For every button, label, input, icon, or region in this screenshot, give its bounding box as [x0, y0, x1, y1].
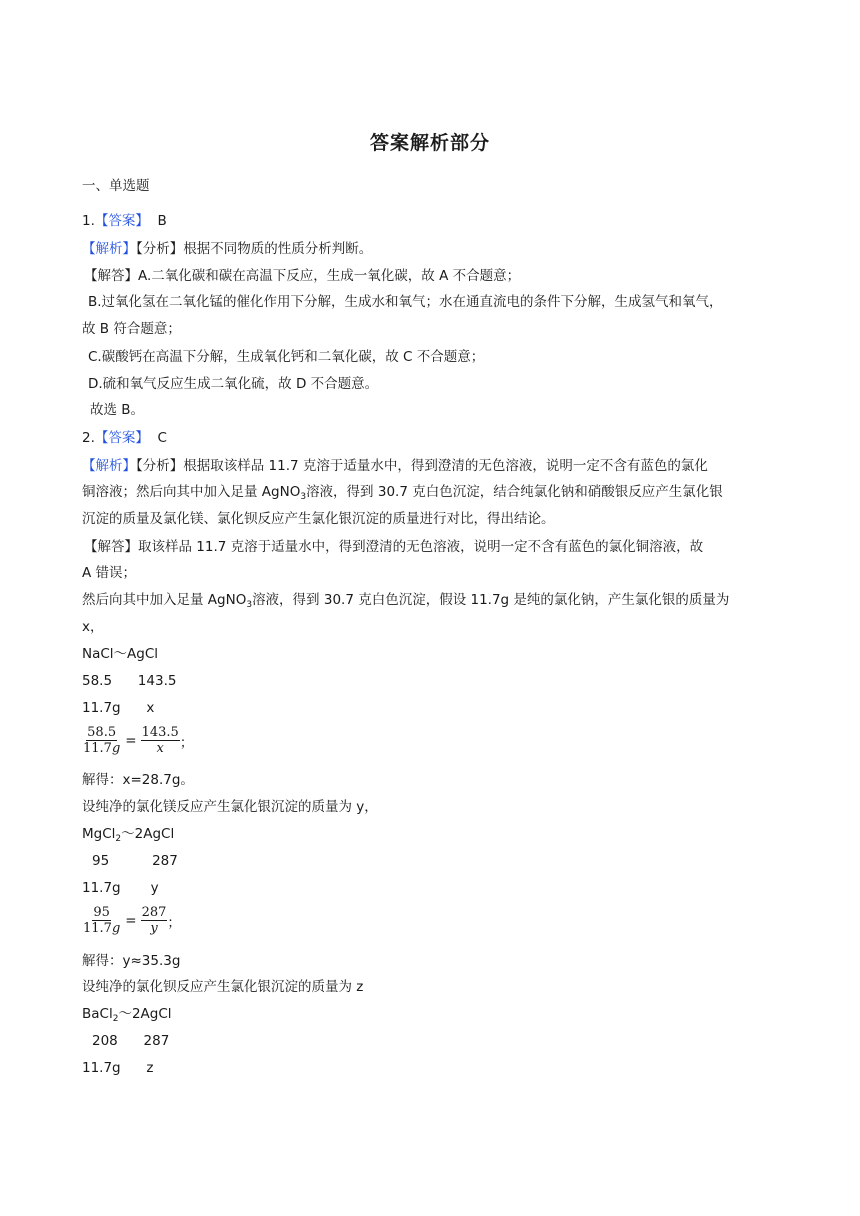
q2-solution-2: A 错误； — [82, 565, 137, 581]
q1-solution-c: C.碳酸钙在高温下分解，生成氧化钙和二氧化碳，故 C 不合题意； — [88, 349, 485, 365]
page-title: 答案解析部分 — [369, 132, 490, 154]
q1-number: 1. — [82, 213, 95, 229]
equals-sign-1: = — [125, 732, 137, 749]
fraction-2-tail: ； — [167, 914, 181, 931]
fraction-1-tail: ； — [179, 734, 194, 751]
q1-solution-b: B.过氧化氢在二氧化锰的催化作用下分解，生成水和氧气；水在通直流电的条件下分解，生成氢气和氧气， — [88, 294, 723, 310]
section-heading: 一、单选题 — [82, 178, 150, 194]
mgcl2-mass: 11.7g y — [82, 880, 159, 896]
fraction-2-left-den-var: g — [111, 921, 121, 936]
q2-answer-tag: 【答案】 — [94, 430, 149, 446]
fraction-equation-1 — [82, 725, 193, 756]
fraction-2-left — [82, 905, 121, 936]
fraction-2-right-den: y — [150, 921, 158, 936]
fraction-2-right-num: 287 — [141, 905, 167, 920]
q2-solution-4: x， — [82, 619, 104, 635]
q2-analysis-2-post: 溶液，得到 30.7 克白色沉淀，结合纯氯化钠和硝酸银反应产生氯化银 — [306, 484, 723, 500]
fraction-2-left-den-num: 11.7 — [83, 921, 112, 936]
mgcl2-eq-pre: MgCl — [82, 826, 116, 842]
q2-analysis-text-2 — [82, 482, 723, 507]
q2-number: 2. — [82, 430, 95, 446]
q2-analysis-line — [82, 456, 708, 476]
q1-answer-tag: 【答案】 — [94, 213, 149, 229]
q2-answer-line — [82, 428, 167, 448]
bacl2-eq-pre: BaCl — [82, 1006, 113, 1022]
mgcl2-eq-post: ～2AgCl — [121, 826, 175, 842]
fraction-2-right — [141, 905, 168, 936]
q2-solution-3-sub: 3 — [246, 600, 253, 610]
q2-analysis-2-pre: 铜溶液；然后向其中加入足量 AgNO — [82, 484, 301, 500]
bacl2-equation — [82, 1004, 172, 1029]
mgcl2-intro: 设纯净的氯化镁反应产生氯化银沉淀的质量为 y， — [82, 799, 378, 815]
fraction-1-left-den-num: 11.7 — [83, 741, 112, 756]
q1-answer-value: B — [157, 213, 167, 229]
q2-solution-3-post: 溶液，得到 30.7 克白色沉淀，假设 11.7g 是纯的氯化钠，产生氯化银的质量为 — [252, 592, 730, 608]
bacl2-mass: 11.7g z — [82, 1060, 154, 1076]
fraction-1-left-den — [82, 741, 121, 756]
q1-answer-line — [82, 211, 167, 231]
nacl-mass: 11.7g x — [82, 700, 155, 716]
mgcl2-eq-sub: 2 — [115, 834, 122, 844]
q2-analysis-text-1: 【分析】根据取该样品 11.7 克溶于适量水中，得到澄清的无色溶液，说明一定不含有蓝色的氯化 — [136, 458, 708, 474]
q2-analysis-2-sub: 3 — [300, 492, 307, 502]
bacl2-eq-sub: 2 — [112, 1014, 119, 1024]
fraction-equation-2 — [82, 905, 181, 936]
equals-sign-2: = — [125, 912, 137, 929]
bacl2-intro: 设纯净的氯化钡反应产生氯化银沉淀的质量为 z — [82, 979, 364, 995]
solution-y: 解得：y≈35.3g — [82, 953, 181, 969]
solution-x: 解得：x=28.7g。 — [82, 772, 194, 788]
fraction-1-left — [82, 725, 121, 756]
q1-analysis-text: 【分析】根据不同物质的性质分析判断。 — [136, 241, 373, 257]
q2-analysis-tag: 【解析】 — [82, 458, 136, 474]
q1-solution-d: D.硫和氧气反应生成二氧化硫，故 D 不合题意。 — [88, 376, 379, 392]
q2-answer-value: C — [157, 430, 167, 446]
q1-solution-b-cont: 故 B 符合题意； — [82, 321, 181, 337]
nacl-equation: NaCl～AgCl — [82, 646, 159, 662]
fraction-2-left-den — [82, 921, 121, 936]
q2-analysis-text-3: 沉淀的质量及氯化镁、氯化钡反应产生氯化银沉淀的质量进行对比，得出结论。 — [82, 511, 555, 527]
q2-solution-3-pre: 然后向其中加入足量 AgNO — [82, 592, 247, 608]
q1-analysis-line — [82, 239, 372, 259]
q1-conclusion: 故选 B。 — [90, 402, 145, 418]
bacl2-eq-post: ～2AgCl — [118, 1006, 172, 1022]
fraction-1-left-num: 58.5 — [87, 725, 117, 740]
fraction-2-left-num: 95 — [93, 905, 110, 920]
fraction-1-right-den: x — [156, 741, 164, 756]
fraction-1-right — [141, 725, 180, 756]
q1-analysis-tag: 【解析】 — [82, 241, 136, 257]
mgcl2-equation — [82, 824, 174, 849]
q1-solution-a: 【解答】A.二氧化碳和碳在高温下反应，生成一氧化碳，故 A 不合题意； — [84, 268, 521, 284]
q2-solution-3 — [82, 590, 729, 615]
bacl2-molar-mass: 208 287 — [92, 1033, 170, 1049]
q2-solution-1: 【解答】取该样品 11.7 克溶于适量水中，得到澄清的无色溶液，说明一定不含有蓝色的氯化铜溶液，故 — [84, 539, 704, 555]
fraction-1-right-num: 143.5 — [141, 725, 179, 740]
fraction-1-left-den-var: g — [111, 741, 121, 756]
nacl-molar-mass: 58.5 143.5 — [82, 673, 177, 689]
mgcl2-molar-mass: 95 287 — [92, 853, 178, 869]
